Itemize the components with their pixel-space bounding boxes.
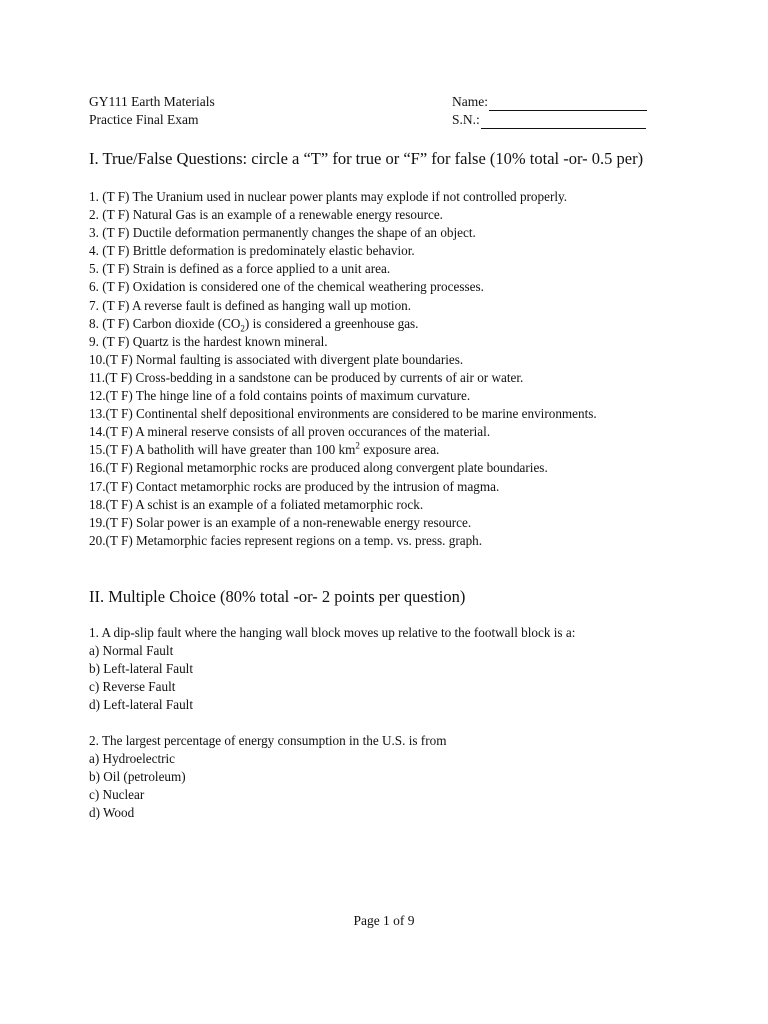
option-c[interactable]: c) Nuclear <box>89 787 145 803</box>
mc-question-2 <box>89 732 654 822</box>
tf-item <box>89 514 654 532</box>
tf-item <box>89 478 654 496</box>
tf-prefix[interactable]: 8. (T F) <box>89 315 130 331</box>
tf-text: Contact metamorphic rocks are produced by the intrusion of magma. <box>136 478 500 494</box>
superscript: 2 <box>355 440 360 451</box>
tf-text: Brittle deformation is predominately elastic behavior. <box>132 243 415 259</box>
tf-prefix[interactable]: 19.(T F) <box>89 514 133 530</box>
tf-text: A batholith will have greater than 100 $km^2$ exposure area. <box>135 440 440 458</box>
tf-text: A reverse fault is defined as hanging wall up motion. <box>132 297 412 313</box>
page-number: Page 1 of 9 <box>353 913 415 928</box>
tf-item <box>89 387 654 405</box>
tf-item <box>89 260 654 278</box>
name-field[interactable] <box>452 93 647 111</box>
tf-text: Natural Gas is an example of a renewable energy resource. <box>132 207 443 223</box>
option-b[interactable]: b) Left-lateral Fault <box>89 661 193 677</box>
tf-text: Quartz is the hardest known mineral. <box>132 333 328 349</box>
tf-prefix[interactable]: 3. (T F) <box>89 225 130 241</box>
mc-question-1 <box>89 624 654 714</box>
tf-item <box>89 278 654 296</box>
option-d[interactable]: d) Wood <box>89 805 135 821</box>
tf-text: Oxidation is considered one of the chemical weathering processes. <box>132 279 484 295</box>
course-title: GY111 Earth Materials <box>89 94 215 109</box>
question-stem: 2. The largest percentage of energy consumption in the U.S. is from <box>89 733 447 748</box>
tf-prefix[interactable]: 9. (T F) <box>89 333 130 349</box>
sn-field[interactable] <box>452 111 647 129</box>
header-left <box>89 93 215 129</box>
sn-label: S.N.: <box>452 112 480 127</box>
tf-item <box>89 496 654 514</box>
question-stem: 1. A dip-slip fault where the hanging wall block moves up relative to the footwall block is a: <box>89 625 576 640</box>
section2-title: II. Multiple Choice (80% total -or- 2 points per question) <box>89 587 466 606</box>
tf-text: Strain is defined as a force applied to a unit area. <box>132 261 391 277</box>
tf-prefix[interactable]: 12.(T F) <box>89 388 133 404</box>
section1-title: I. True/False Questions: circle a “T” for true or “F” for false (10% total -or- 0.5 per) <box>89 149 644 168</box>
tf-item <box>89 188 654 206</box>
tf-text: A schist is an example of a foliated metamorphic rock. <box>135 496 424 512</box>
header-right <box>452 93 647 129</box>
tf-prefix[interactable]: 2. (T F) <box>89 207 130 223</box>
true-false-list <box>89 188 654 550</box>
tf-item <box>89 441 654 459</box>
tf-item <box>89 423 654 441</box>
tf-prefix[interactable]: 18.(T F) <box>89 496 133 512</box>
sn-blank-line[interactable] <box>481 114 646 129</box>
tf-text: A mineral reserve consists of all proven occurances of the material. <box>135 424 491 440</box>
tf-text: Normal faulting is associated with divergent plate boundaries. <box>136 351 464 367</box>
tf-item <box>89 459 654 477</box>
option-c[interactable]: c) Reverse Fault <box>89 679 176 695</box>
subscript: 2 <box>240 323 245 334</box>
name-blank-line[interactable] <box>489 96 647 111</box>
tf-prefix[interactable]: 4. (T F) <box>89 243 130 259</box>
tf-prefix[interactable]: 15.(T F) <box>89 442 133 458</box>
tf-text: Solar power is an example of a non-renewable energy resource. <box>136 514 472 530</box>
exam-title: Practice Final Exam <box>89 112 199 127</box>
tf-text: The hinge line of a fold contains points of maximum curvature. <box>135 388 471 404</box>
tf-item <box>89 224 654 242</box>
tf-text: Metamorphic facies represent regions on a temp. vs. press. graph. <box>136 532 483 548</box>
option-a[interactable]: a) Normal Fault <box>89 643 174 659</box>
tf-item <box>89 351 654 369</box>
tf-prefix[interactable]: 5. (T F) <box>89 261 130 277</box>
tf-item <box>89 206 654 224</box>
tf-prefix[interactable]: 1. (T F) <box>89 189 130 204</box>
tf-item <box>89 532 654 550</box>
tf-text: Cross-bedding in a sandstone can be produced by currents of air or water. <box>135 369 524 385</box>
option-b[interactable]: b) Oil (petroleum) <box>89 769 186 785</box>
tf-text: Carbon dioxide $(CO_2)$ is considered a greenhouse gas. <box>132 315 419 334</box>
tf-item <box>89 369 654 387</box>
tf-text: Continental shelf depositional environments are considered to be marine environments. <box>136 406 597 422</box>
tf-prefix[interactable]: 11.(T F) <box>89 369 133 385</box>
tf-prefix[interactable]: 17.(T F) <box>89 478 133 494</box>
name-label: Name: <box>452 94 488 109</box>
tf-prefix[interactable]: 6. (T F) <box>89 279 130 295</box>
tf-prefix[interactable]: 20.(T F) <box>89 532 133 548</box>
tf-prefix[interactable]: 16.(T F) <box>89 460 133 476</box>
tf-prefix[interactable]: 13.(T F) <box>89 406 133 422</box>
tf-prefix[interactable]: 7. (T F) <box>89 297 130 313</box>
tf-prefix[interactable]: 14.(T F) <box>89 424 133 440</box>
tf-text: Ductile deformation permanently changes the shape of an object. <box>132 225 476 241</box>
tf-item <box>89 405 654 423</box>
tf-text: The Uranium used in nuclear power plants may explode if not controlled properly. <box>132 189 568 204</box>
tf-prefix[interactable]: 10.(T F) <box>89 351 133 367</box>
tf-item <box>89 297 654 315</box>
option-a[interactable]: a) Hydroelectric <box>89 751 176 767</box>
tf-item <box>89 315 654 333</box>
tf-item <box>89 333 654 351</box>
tf-text: Regional metamorphic rocks are produced along convergent plate boundaries. <box>136 460 548 476</box>
tf-item <box>89 242 654 260</box>
option-d[interactable]: d) Left-lateral Fault <box>89 697 193 713</box>
